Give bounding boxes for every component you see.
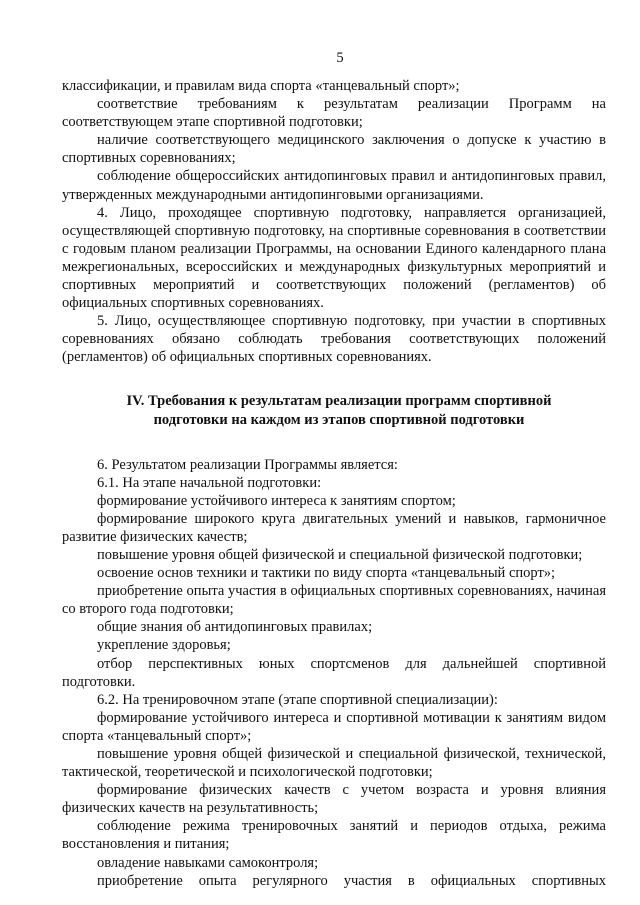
section-heading [62, 392, 606, 430]
paragraph: 6.2. На тренировочном этапе (этапе спортивной специализации): [97, 691, 498, 708]
paragraph: соответствие требованиям к результатам реализации Программ на соответствующем этапе спортивной подготовки; [62, 96, 606, 131]
paragraph: формирование устойчивого интереса и спортивной мотивации к занятиям видом спорта «танцевальный спорт»; [62, 709, 606, 744]
paragraph: 5. Лицо, осуществляющее спортивную подготовку, при участии в спортивных соревнованиях обязано соблюдать требования соответствующих положений (регламентов) об официальных спортивных соревнованиях. [62, 313, 606, 366]
paragraph: освоение основ техники и тактики по виду спорта «танцевальный спорт»; [97, 565, 556, 582]
paragraph: наличие соответствующего медицинского заключения о допуске к участию в спортивных соревнованиях; [62, 132, 606, 167]
paragraph: общие знания об антидопинговых правилах; [97, 619, 373, 636]
paragraph: повышение уровня общей физической и специальной физической, технической, тактической, теоретической и психологической подготовки; [62, 746, 606, 781]
section-after-heading [62, 456, 606, 890]
section-heading-line-2: подготовки на каждом из этапов спортивной подготовки [153, 411, 525, 428]
paragraph: отбор перспективных юных спортсменов для дальнейшей спортивной подготовки. [62, 655, 606, 690]
section-heading-line-1: IV. Требования к результатам реализации программ спортивной [126, 392, 552, 409]
paragraph: укрепление здоровья; [97, 637, 231, 654]
paragraph: классификации, и правилам вида спорта «танцевальный спорт»; [62, 78, 460, 94]
paragraph: формирование физических качеств с учетом возраста и уровня влияния физических качеств на результативность; [62, 782, 606, 817]
paragraph: овладение навыками самоконтроля; [97, 854, 319, 871]
paragraph: приобретение опыта регулярного участия в официальных спортивных [97, 872, 606, 889]
paragraph: 6.1. На этапе начальной подготовки: [97, 474, 322, 491]
paragraph: повышение уровня общей физической и специальной физической подготовки; [97, 546, 583, 563]
section-before-heading [62, 77, 606, 367]
paragraph: 6. Результатом реализации Программы является: [97, 456, 398, 473]
paragraph: формирование широкого круга двигательных умений и навыков, гармоничное развитие физических качеств; [62, 510, 606, 545]
paragraph: приобретение опыта участия в официальных спортивных соревнованиях, начиная со второго года подготовки; [62, 583, 606, 618]
page-number: 5 [336, 50, 344, 66]
paragraph: соблюдение режима тренировочных занятий и периодов отдыха, режима восстановления и питания; [62, 818, 606, 853]
paragraph: соблюдение общероссийских антидопинговых правил и антидопинговых правил, утвержденных международными антидопинговыми организациями. [62, 168, 606, 203]
paragraph: 4. Лицо, проходящее спортивную подготовку, направляется организацией, осуществляющей спортивную подготовку, на спортивные соревнования в соответствии с годовым планом реализации Программы, на основании Единого календарного плана межрегиональных, всероссийских и международных физкультурных мероприятий и спортивных мероприятий и соответствующих положений (регламентов) об официальных спортивных соревнованиях. [62, 204, 606, 312]
paragraph: формирование устойчивого интереса к занятиям спортом; [97, 492, 456, 509]
